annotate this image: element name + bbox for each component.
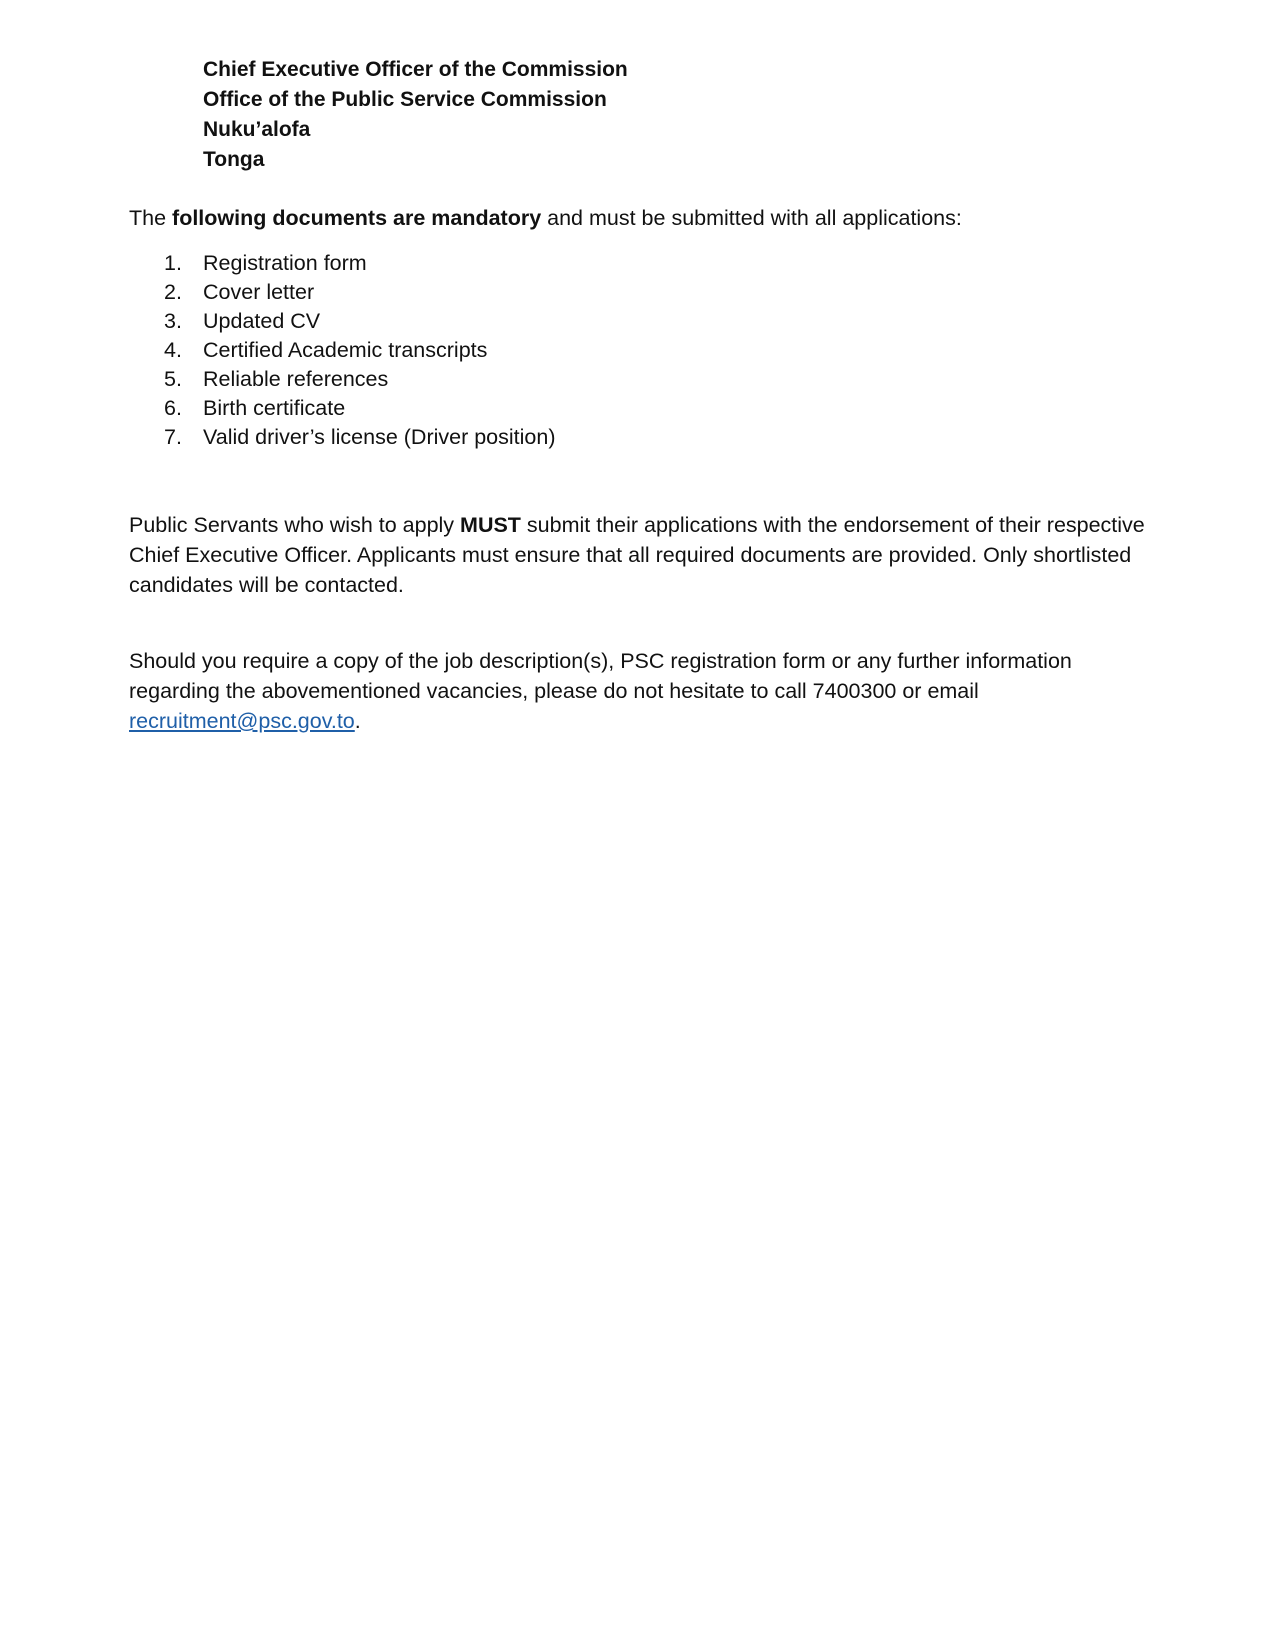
public-servants-text-start: Public Servants who wish to apply [129,513,461,537]
list-item-text: Reliable references [203,367,389,391]
list-number: 4. [164,338,182,362]
list-number: 3. [164,309,182,333]
list-number: 1. [164,251,182,275]
intro-text-start: The [129,206,173,230]
mandatory-documents-intro [129,203,1159,233]
list-item-text: Certified Academic transcripts [203,338,488,362]
address-line-title: Chief Executive Officer of the Commission [203,58,628,81]
list-item [164,394,555,423]
list-item-text: Updated CV [203,309,321,333]
list-item [164,365,555,394]
address-line-city: Nuku’alofa [203,118,311,141]
intro-text-end: and must be submitted with all applications: [541,206,962,230]
address-line-country: Tonga [203,148,265,171]
public-servants-text-end: submit their applications with the endorsement of their respective Chief Executive Officer. Applicants must ensure that all required documents are provided. Only shortlisted candidates will be contacted. [129,513,1145,597]
contact-period: . [354,709,361,733]
contact-paragraph [129,646,1159,736]
list-item [164,278,555,307]
list-item-text: Valid driver’s license (Driver position) [203,425,556,449]
list-item [164,423,555,452]
list-number: 2. [164,280,182,304]
required-documents-list [164,249,555,452]
list-number: 5. [164,367,182,391]
list-item-text: Birth certificate [203,396,346,420]
list-item [164,249,555,278]
list-number: 6. [164,396,182,420]
list-item-text: Cover letter [203,280,315,304]
list-number: 7. [164,425,182,449]
list-item [164,336,555,365]
address-block [203,55,628,175]
address-line-office: Office of the Public Service Commission [203,88,607,111]
list-item-text: Registration form [203,251,367,275]
intro-bold-text: following documents are mandatory [172,206,542,230]
email-link[interactable]: recruitment@psc.gov.to [129,709,355,733]
public-servants-paragraph [129,510,1159,600]
list-item [164,307,555,336]
contact-text: Should you require a copy of the job description(s), PSC registration form or any further information regarding the abovementioned vacancies, please do not hesitate to call 7400300 or email [129,649,1072,703]
must-bold-text: MUST [460,513,521,537]
